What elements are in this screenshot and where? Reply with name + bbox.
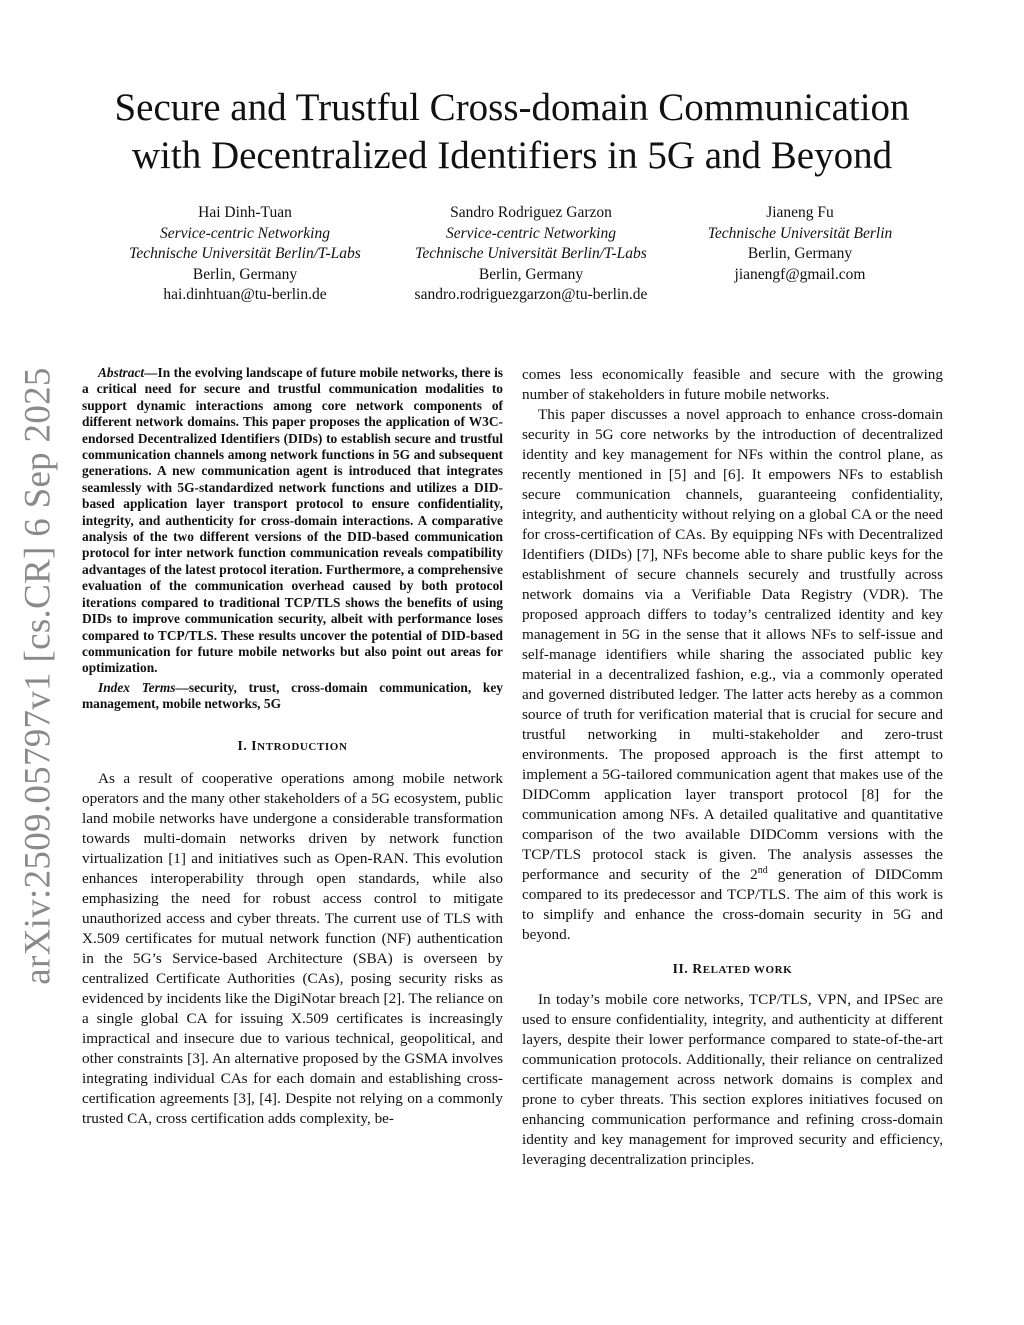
author-department: Service-centric Networking — [445, 224, 616, 242]
author-email: hai.dinhtuan@tu-berlin.de — [163, 286, 327, 303]
author-1 — [80, 203, 410, 306]
arxiv-identifier — [8, 367, 68, 985]
author-2 — [366, 203, 696, 306]
arxiv-identifier-text: arXiv:2509.05797v1 [cs.CR] 6 Sep 2025 — [17, 367, 59, 985]
intro-p2-text-a: This paper discusses a novel approach to enhance cross-domain security in 5G core networks by the introduction of decentralized identity and key management for NFs within the control plane, as recently mentioned in [5] and [6]. It empowers NFs to establish secure communication channels, guaranteeing confidentiality, integrity, and authenticity without relying on a global CA or the need for cross-certification of CAs. By equipping NFs with Decentralized Identifiers (DIDs) [7], NFs become able to share public keys for the establishment of secure channels securely and trustfully across network domains via a Verifiable Data Registry (VDR). The proposed approach differs to today’s centralized identity and key management in 5G in the sense that it allows NFs to self-issue and self-manage identifiers while sharing the associated public key material in a decentralized fashion, e.g., via a commonly operated and governed distributed ledger. The latter acts hereby as a common source of truth for verification material that is crucial for secure and trustful networking in multi-stakeholder and zero-trust environments. The proposed approach is the first attempt to implement a 5G-tailored communication agent that makes use of the DIDComm application layer transport protocol [8] for the communication among NFs. A detailed qualitative and quantitative comparison of the two available DIDComm versions with the TCP/TLS protocol stack is given. The analysis assesses the performance and security of the 2 — [522, 406, 943, 883]
author-organization: Technische Universität Berlin/T-Labs — [129, 245, 361, 262]
author-location: Berlin, Germany — [192, 265, 298, 283]
author-location: Berlin, Germany — [478, 265, 584, 283]
author-name: Sandro Rodriguez Garzon — [450, 204, 612, 221]
intro-p2-superscript: nd — [757, 864, 768, 876]
author-organization: Technische Universität Berlin — [707, 224, 893, 242]
index-terms-label: Index Terms— — [98, 679, 189, 695]
author-name: Hai Dinh-Tuan — [198, 204, 292, 221]
introduction-paragraph-2 — [522, 405, 943, 945]
author-organization: Technische Universität Berlin/T-Labs — [415, 245, 647, 262]
title-line-1: Secure and Trustful Cross-domain Communication — [114, 86, 910, 129]
related-work-paragraph-1: In today’s mobile core networks, TCP/TLS, VPN, and IPSec are used to ensure confidentiality, integrity, and authenticity at different layers, despite their lower performance compared to state-of-the-art communication protocols. Additionally, their reliance on centralized certificate management across network domains is complex and prone to cyber threats. This section explores initiatives focused on enhancing communication performance and refining cross-domain identity and key management for improved security and efficiency, leveraging decentralization principles. — [522, 991, 943, 1168]
section-heading-related-work: II. RELATED WORK — [672, 961, 793, 976]
section-heading-introduction: I. INTRODUCTION — [237, 737, 348, 753]
author-email: jianengf@gmail.com — [734, 265, 866, 283]
author-3 — [650, 203, 950, 285]
index-terms — [82, 680, 503, 713]
author-email: sandro.rodriguezgarzon@tu-berlin.de — [414, 286, 648, 303]
index-terms-text: security, trust, cross-domain communication, key management, mobile networks, 5G — [82, 679, 503, 712]
right-column — [522, 365, 943, 1170]
abstract-label: Abstract— — [98, 365, 158, 380]
left-column — [82, 365, 503, 1229]
abstract-text: In the evolving landscape of future mobile networks, there is a critical need for secure and trustful communication modalities to support dynamic interactions among core network components of different network domains. This paper proposes the application of W3C-endorsed Decentralized Identifiers (DIDs) to establish secure and trustful communication channels among network functions in 5G and subsequent generations. A new communication agent is introduced that integrates seamlessly with 5G-standardized network functions and utilizes a DID-based application layer transport protocol to ensure confidentiality, integrity, and authenticity for cross-domain interactions. A comparative analysis of the two different versions of the DID-based communication protocol for inter network function communication reveals compatibility advantages of the latest protocol iteration. Furthermore, a comprehensive evaluation of the communication overhead caused by both protocol iterations compared to traditional TCP/TLS shows the benefits of using DIDs to improve communication security, albeit with performance loses compared to TCP/TLS. These results uncover the potential of DID-based communication for future mobile networks but also point out areas for optimization. — [82, 365, 503, 676]
author-name: Jianeng Fu — [766, 204, 834, 221]
introduction-paragraph-1: As a result of cooperative operations among mobile network operators and the many other stakeholders of a 5G ecosystem, public land mobile networks have undergone a considerable transformation towards multi-domain networks driven by network function virtualization [1] and initiatives such as Open-RAN. This evolution enhances interoperability through open standards, while also emphasizing the need for robust access control to mitigate unauthorized access and cyber threats. The current use of TLS with X.509 certificates for mutual network function (NF) authentication in the 5G’s Service-based Architecture (SBA) is overseen by centralized Certificate Authorities (CAs), posing security risks as evidenced by incidents like the DigiNotar breach [2]. The reliance on a single global CA for issuing X.509 certificates is increasingly impractical and insecure due to various technical, geopolitical, and other constraints [3]. An alternative proposed by the GSMA involves integrating individual CAs for each domain and establishing cross-certification agreements [3], [4]. Despite not relying on a commonly trusted CA, cross certification adds complexity, be- — [82, 769, 503, 1127]
intro-p2-text-b: generation of DIDComm compared to its predecessor and TCP/TLS. The aim of this work is to simplify and enhance the cross-domain security in 5G and beyond. — [522, 866, 943, 943]
paper-title — [60, 84, 964, 180]
author-department: Service-centric Networking — [159, 224, 330, 242]
abstract — [82, 365, 503, 677]
author-location: Berlin, Germany — [747, 245, 853, 262]
introduction-paragraph-1-continued: comes less economically feasible and secure with the growing number of stakeholders in future mobile networks. — [522, 366, 943, 403]
title-line-2: with Decentralized Identifiers in 5G and Beyond — [131, 134, 893, 177]
